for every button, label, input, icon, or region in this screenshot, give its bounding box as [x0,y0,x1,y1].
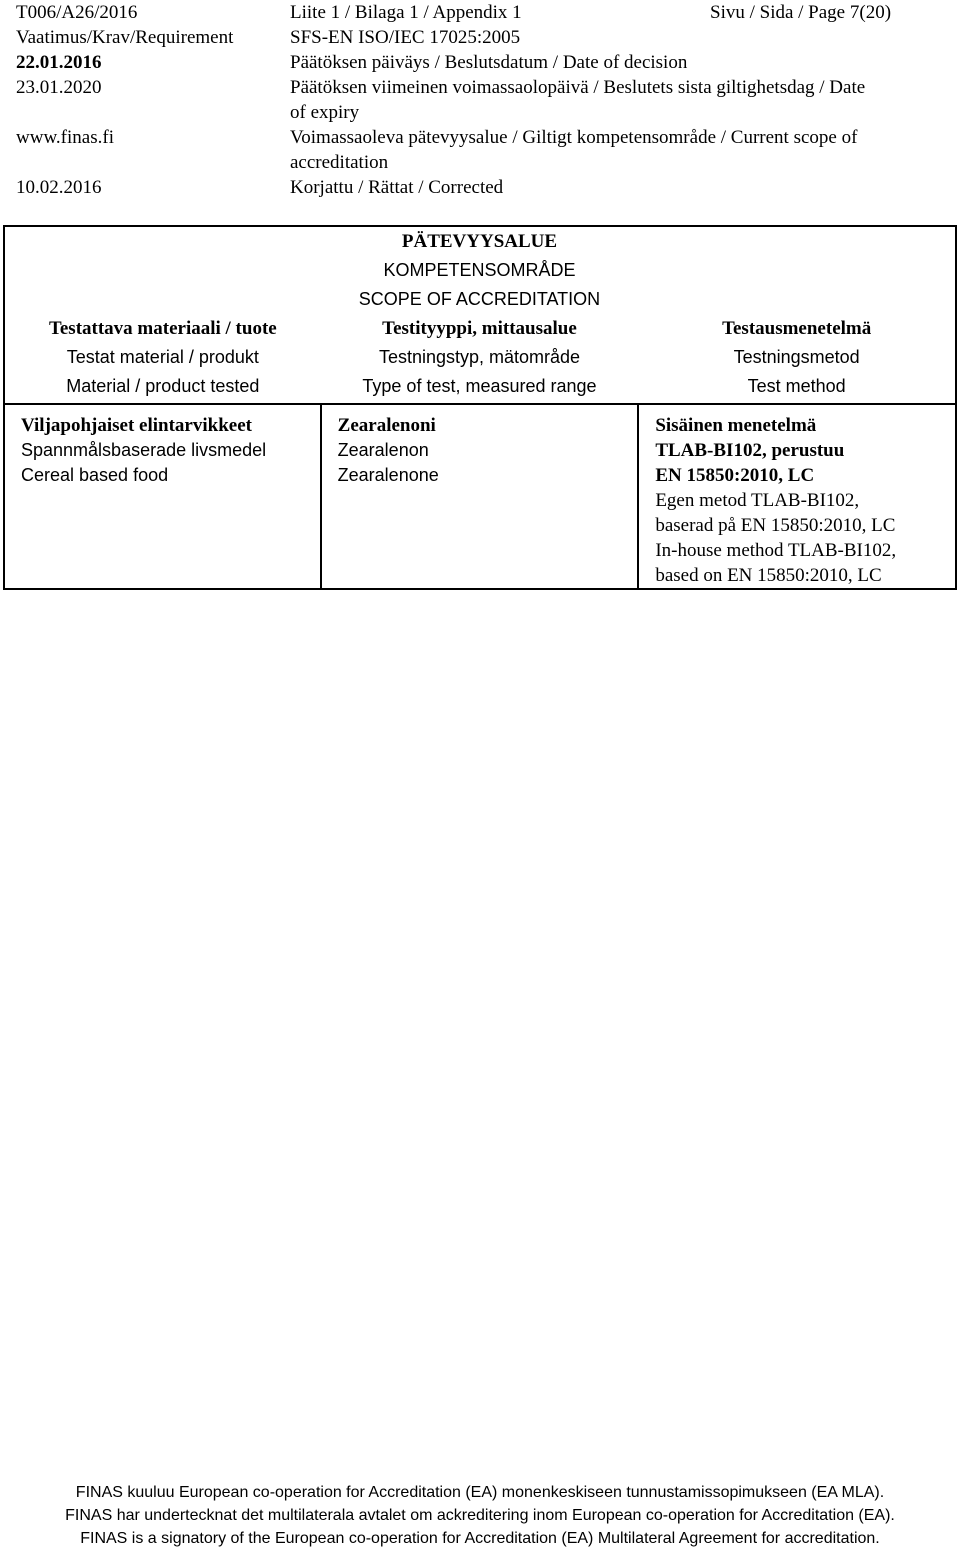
column-header-test [321,314,639,404]
method-sv-line2: baserad på EN 15850:2010, LC [655,515,896,536]
column-header-test-sv: Testningstyp, mätområde [378,347,581,367]
material-en: Cereal based food [21,465,169,485]
footer-en: FINAS is a signatory of the European co-operation for Accreditation (EA) Multilateral Agreement for accreditation. [80,1530,880,1547]
cell-method [638,404,956,589]
header-row-expiry-date [0,75,960,100]
table-row [4,404,956,589]
column-header-material-fi: Testattava materiaali / tuote [48,318,277,339]
method-en-line1: In-house method TLAB-BI102, [655,540,897,561]
header-row-corrected [0,175,960,200]
document-header [0,0,960,200]
current-scope-label: Voimassaoleva pätevyysalue / Giltigt kompetensområde / Current scope of [290,127,858,148]
column-header-material [4,314,321,404]
column-header-method-fi: Testausmenetelmä [722,318,872,339]
cell-material [4,404,321,589]
column-header-method-sv: Testningsmetod [733,347,860,367]
column-header-test-fi: Testityyppi, mittausalue [382,318,577,339]
header-row-document-id [0,0,960,25]
test-en: Zearalenone [337,465,439,485]
page-footer [0,1481,960,1550]
material-sv: Spannmålsbaserade livsmedel [21,440,267,460]
header-row-requirement [0,25,960,50]
footer-fi: FINAS kuuluu European co-operation for Accreditation (EA) monenkeskiseen tunnustamissopimukseen (EA MLA). [75,1484,885,1501]
scope-table [3,225,957,590]
website-link[interactable]: www.finas.fi [16,127,114,148]
method-fi-line3: EN 15850:2010, LC [655,465,815,486]
current-scope-label-cont: accreditation [290,152,389,173]
appendix-label: Liite 1 / Bilaga 1 / Appendix 1 [290,2,522,23]
test-sv: Zearalenon [337,440,429,460]
requirement-label: Vaatimus/Krav/Requirement [16,27,234,48]
column-header-method-en: Test method [747,376,846,396]
requirement-standard: SFS-EN ISO/IEC 17025:2005 [290,27,521,48]
method-en-line2: based on EN 15850:2010, LC [655,565,882,586]
expiry-date-label-cont: of expiry [290,102,360,123]
header-row-decision-date [0,50,960,75]
method-fi-line2: TLAB-BI102, perustuu [655,440,845,461]
cell-test [321,404,639,589]
decision-date-label: Päätöksen päiväys / Beslutsdatum / Date of decision [290,52,688,73]
corrected-label: Korjattu / Rättat / Corrected [290,177,504,198]
decision-date: 22.01.2016 [16,52,102,73]
column-header-test-en: Type of test, measured range [362,376,597,396]
test-fi: Zearalenoni [337,415,436,436]
scope-title-fi: PÄTEVYYSALUE [401,231,558,252]
header-row-expiry-date-cont [0,100,960,125]
material-fi: Viljapohjaiset elintarvikkeet [21,415,252,436]
column-header-row [4,314,956,404]
column-header-material-en: Material / product tested [66,376,260,396]
expiry-date: 23.01.2020 [16,77,102,98]
expiry-date-label: Päätöksen viimeinen voimassaolopäivä / Beslutets sista giltighetsdag / Date [290,77,866,98]
scope-title-row [4,226,956,314]
scope-title [321,226,639,314]
method-fi-line1: Sisäinen menetelmä [655,415,817,436]
corrected-date: 10.02.2016 [16,177,102,198]
scope-title-sv: KOMPETENSOMRÅDE [383,260,576,280]
footer-sv: FINAS har undertecknat det multilaterala avtalet om ackreditering inom European co-operation for Accreditation (EA). [65,1507,895,1524]
header-row-website [0,125,960,150]
method-sv-line1: Egen metod TLAB-BI102, [655,490,860,511]
header-row-website-cont [0,150,960,175]
column-header-material-sv: Testat material / produkt [66,347,259,367]
document-id: T006/A26/2016 [16,2,138,23]
page-number: Sivu / Sida / Page 7(20) [710,2,892,23]
column-header-method [638,314,956,404]
scope-title-en: SCOPE OF ACCREDITATION [358,289,601,309]
